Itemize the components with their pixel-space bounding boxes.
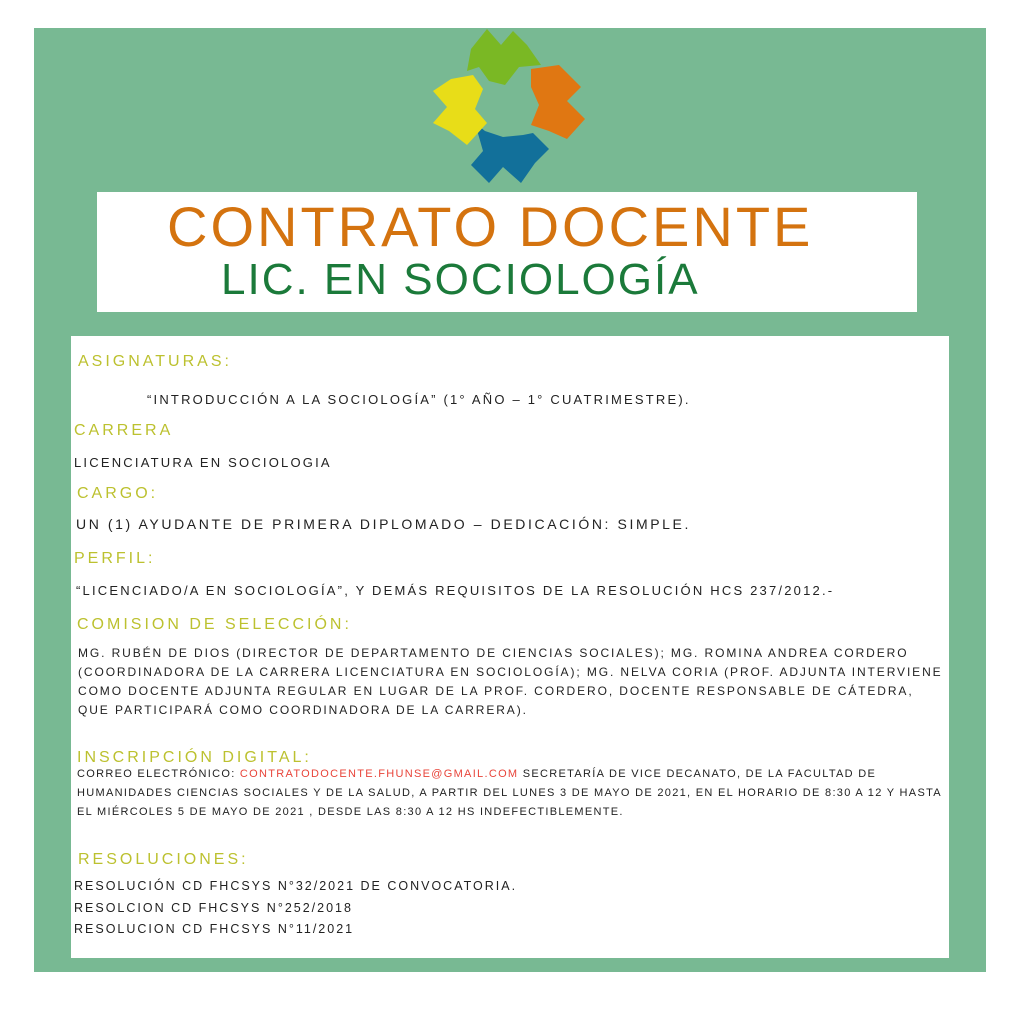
carrera-label: CARRERA	[74, 422, 174, 439]
inscripcion-label: INSCRIPCIÓN DIGITAL:	[77, 749, 312, 766]
content-panel	[71, 336, 949, 958]
title-box	[97, 192, 917, 312]
inscripcion-prefix: CORREO ELECTRÓNICO:	[77, 768, 240, 780]
cargo-text: UN (1) AYUDANTE DE PRIMERA DIPLOMADO – DEDICACIÓN: SIMPLE.	[76, 516, 691, 532]
asignaturas-text: “INTRODUCCIÓN A LA SOCIOLOGÍA” (1° AÑO – 1° CUATRIMESTRE).	[147, 392, 691, 407]
resolucion-item: RESOLUCION CD FHCSYS N°11/2021	[74, 922, 355, 936]
asignaturas-label: ASIGNATURAS:	[78, 353, 232, 370]
comision-text: MG. RUBÉN DE DIOS (DIRECTOR DE DEPARTAMENTO DE CIENCIAS SOCIALES); MG. ROMINA ANDREA CORDERO (COORDINADORA DE LA CARRERA LICENCIATURA EN SOCIOLOGÍA); MG. NELVA CORIA (PROF. ADJUNTA INTERVIENE COMO DOCENTE ADJUNTA REGULAR EN LUGAR DE LA PROF. CORDERO, DOCENTE RESPONSABLE DE CÁTEDRA, QUE PARTICIPARÁ COMO COORDINADORA DE LA CARRERA).	[78, 646, 943, 717]
four-arrows-cycle-icon	[427, 27, 591, 187]
inscripcion-suffix: SECRETARÍA DE VICE DECANATO, DE LA FACULTAD DE HUMANIDADES CIENCIAS SOCIALES Y DE LA SALUD, A PARTIR DEL LUNES 3 DE MAYO DE 2021, EN EL HORARIO DE 8:30 A 12 Y HASTA EL MIÉRCOLES 5 DE MAYO DE 2021 , DESDE LAS 8:30 A 12 HS INDEFECTIBLEMENTE.	[77, 768, 942, 818]
page-subtitle: LIC. EN SOCIOLOGÍA	[221, 255, 700, 304]
cargo-label: CARGO:	[77, 485, 159, 502]
resolucion-item: RESOLCION CD FHCSYS N°252/2018	[74, 901, 353, 915]
resoluciones-label: RESOLUCIONES:	[78, 851, 249, 868]
carrera-text: LICENCIATURA EN SOCIOLOGIA	[74, 455, 332, 470]
resolucion-item: RESOLUCIÓN CD FHCSYS N°32/2021 DE CONVOCATORIA.	[74, 879, 518, 893]
perfil-label: PERFIL:	[74, 550, 156, 567]
comision-label: COMISION DE SELECCIÓN:	[77, 616, 352, 633]
inscripcion-text	[77, 765, 943, 822]
perfil-text: “LICENCIADO/A EN SOCIOLOGÍA”, Y DEMÁS REQUISITOS DE LA RESOLUCIÓN HCS 237/2012.-	[76, 583, 835, 598]
page-title: CONTRATO DOCENTE	[167, 195, 814, 258]
email-link[interactable]: CONTRATODOCENTE.FHUNSE@GMAIL.COM	[239, 768, 519, 780]
